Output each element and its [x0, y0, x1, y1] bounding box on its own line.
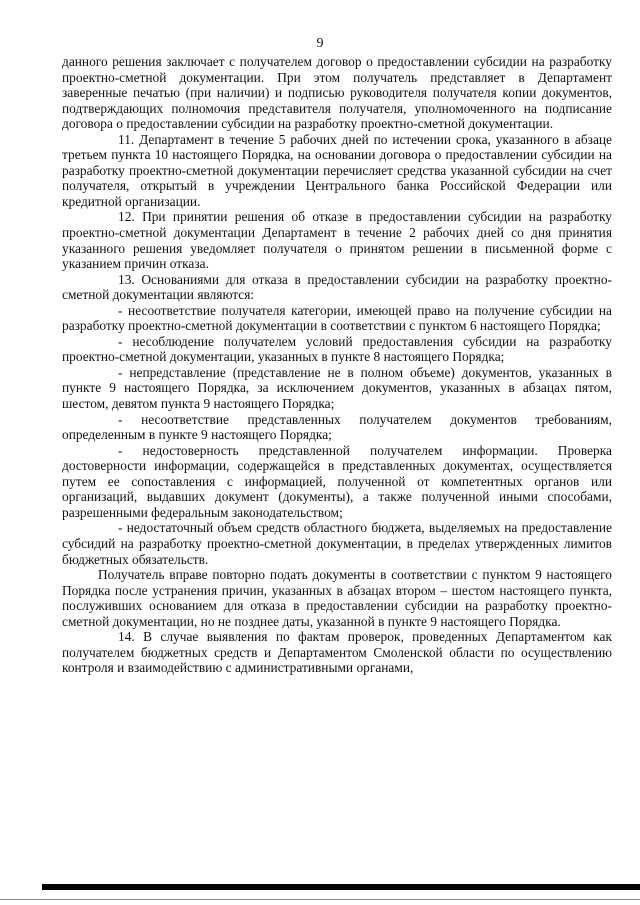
scan-edge-bar [42, 884, 640, 890]
list-item: - непредставление (представление не в полном объеме) документов, указанных в пункте 9 настоящего Порядка, за исключением документов, указанных в абзацах пятом, шестом, девятом пункта 9 настоящего Порядка; [62, 364, 612, 412]
scan-edge-line [0, 899, 640, 900]
paragraph-item-12: 12. При принятии решения об отказе в предоставлении субсидии на разработку проектно-сметной документации Департамент в течение 2 рабочих дней со дня принятия указанного решения уведомляет получателя о принятом решении в письменной форме с указанием причин отказа. [62, 209, 612, 272]
list-item: - несоответствие представленных получателем документов требованиям, определенным в пункте 9 настоящего Порядка; [62, 411, 612, 443]
paragraph-item-14: 14. В случае выявления по фактам проверок, проведенных Департаментом как получателем бюджетных средств и Департаментом Смоленской области по осуществлению контроля и взаимодействию с административными органами, [62, 629, 612, 676]
paragraph-item-11: 11. Департамент в течение 5 рабочих дней по истечении срока, указанного в абзаце третьем пункта 10 настоящего Порядка, на основании договора о предоставлении субсидии на разработку проектно-сметной документации перечисляет средства указанной субсидии на счет получателя, открытый в учреждении Центрального банка Российской Федерации или кредитной организации. [62, 131, 612, 209]
document-body [62, 54, 612, 676]
list-item: - несоответствие получателя категории, имеющей право на получение субсидии на разработку проектно-сметной документации в соответствии с пунктом 6 настоящего Порядка; [62, 302, 612, 334]
page-number: 9 [316, 36, 324, 51]
paragraph-continuation: данного решения заключает с получателем договор о предоставлении субсидии на разработку проектно-сметной документации. При этом получатель представляет в Департамент заверенные печатью (при наличии) и подписью руководителя получателя копии документов, подтверждающих полномочия представителя получателя, уполномоченного на подписание договора о предоставлении субсидии на разработку проектно-сметной документации. [62, 54, 612, 132]
paragraph-item-13: 13. Основаниями для отказа в предоставлении субсидии на разработку проектно-сметной документации являются: [62, 271, 612, 303]
list-item: - недостоверность представленной получателем информации. Проверка достоверности информации, содержащейся в представленных документах, осуществляется путем ее сопоставления с информацией, полученной от компетентных органов или организаций, выдавших документ (документы), а также полученной иными способами, разрешенными федеральным законодательством; [62, 442, 612, 520]
list-item: - несоблюдение получателем условий предоставления субсидии на разработку проектно-сметной документации, указанных в пункте 8 настоящего Порядка; [62, 333, 612, 365]
list-item: - недостаточный объем средств областного бюджета, выделяемых на предоставление субсидий на разработку проектно-сметной документации, в пределах утвержденных лимитов бюджетных обязательств. [62, 520, 612, 567]
paragraph-resubmission: Получатель вправе повторно подать документы в соответствии с пунктом 9 настоящего Порядка после устранения причин, указанных в абзацах втором – шестом настоящего пункта, послуживших основанием для отказа в предоставлении субсидии на разработку проектно-сметной документации, но не позднее даты, указанной в пункте 9 настоящего Порядка. [62, 567, 612, 629]
